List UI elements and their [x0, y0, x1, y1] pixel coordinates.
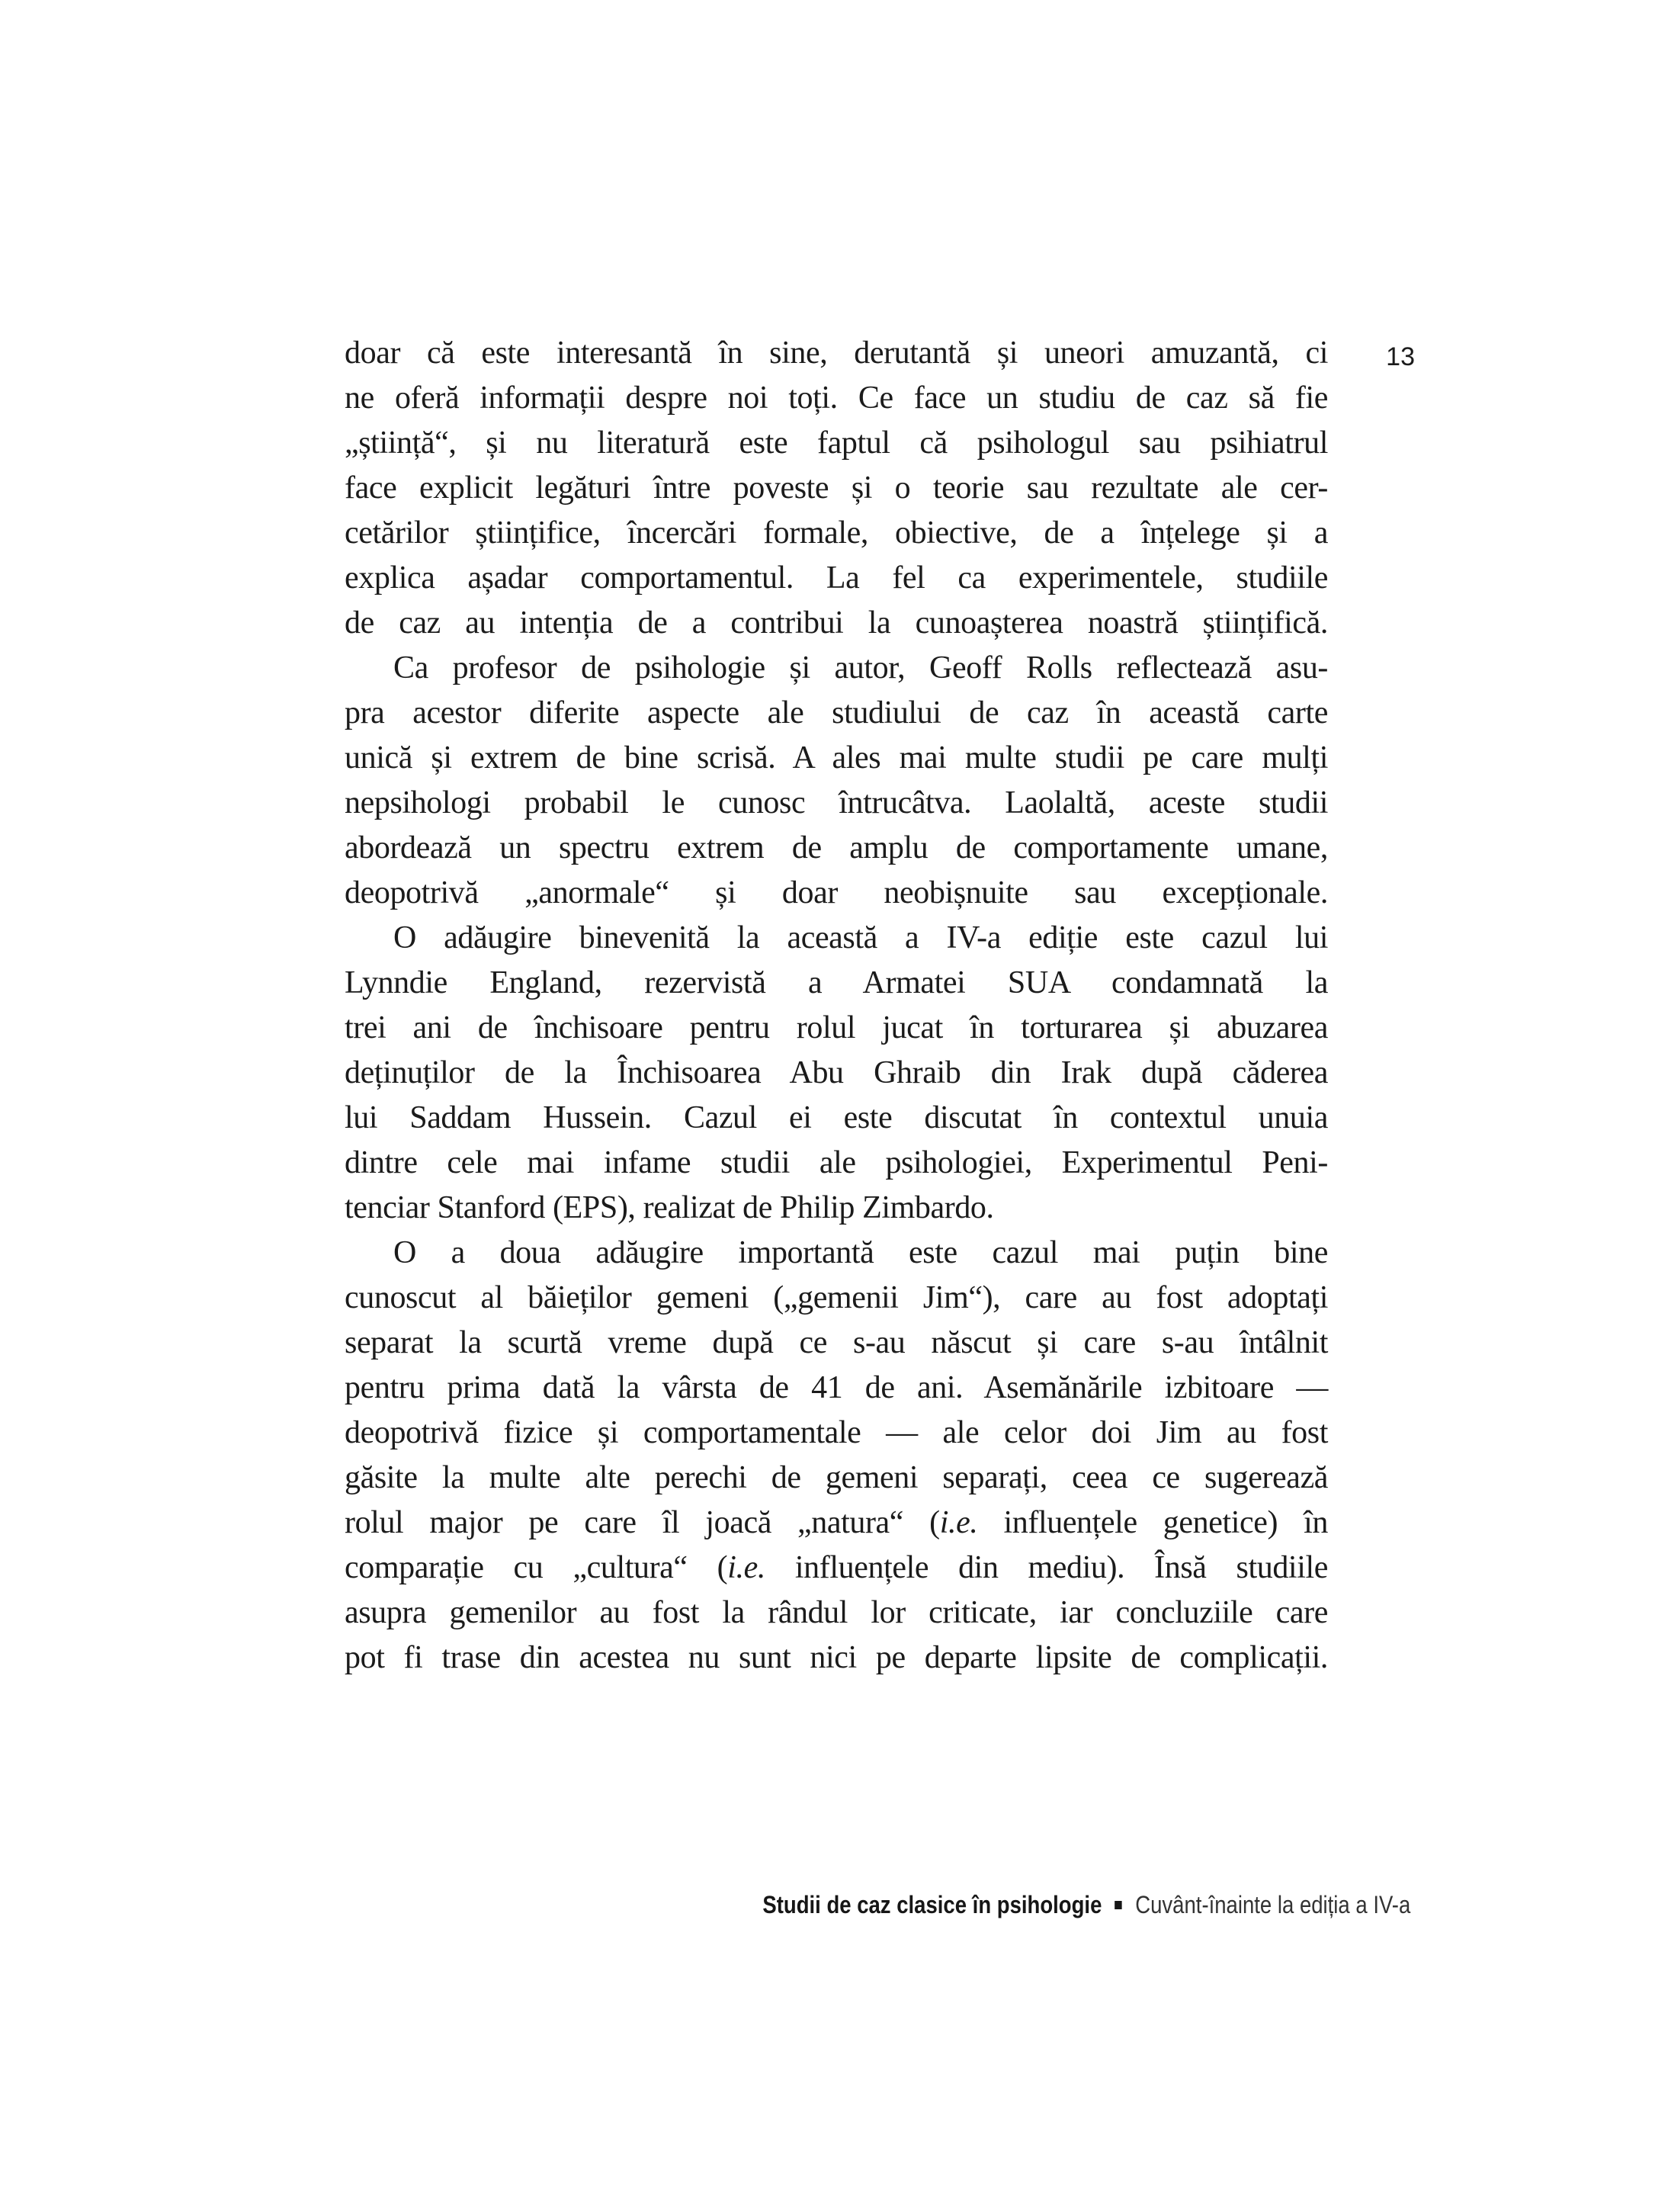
text-line: rolul major pe care îl joacă „natura“ (i.e. influențele genetice) în — [345, 1505, 1328, 1540]
footer-chapter-title: Cuvânt-înainte la ediția a IV-a — [1134, 1890, 1410, 1918]
text-line: doar că este interesantă în sine, derutantă și uneori amuzantă, ci — [345, 335, 1328, 371]
text-line: face explicit legături între poveste și o teorie sau rezultate ale cer- — [345, 470, 1328, 506]
text-line: O a doua adăugire importantă este cazul mai puțin bine — [393, 1235, 1328, 1270]
text-line: comparație cu „cultura“ (i.e. influențele din mediu). Însă studiile — [345, 1550, 1328, 1585]
text-line: ne oferă informații despre noi toți. Ce face un studiu de caz să fie — [345, 380, 1328, 416]
text-line: abordează un spectru extrem de amplu de comportamente umane, — [345, 830, 1328, 865]
text-line: deținuților de la Închisoarea Abu Ghraib din Irak după căderea — [345, 1055, 1328, 1090]
text-line: lui Saddam Hussein. Cazul ei este discutat în contextul unuia — [345, 1100, 1328, 1135]
footer-book-title: Studii de caz clasice în psihologie — [762, 1890, 1102, 1918]
text-line: nepsihologi probabil le cunosc întrucâtva. Laolaltă, aceste studii — [345, 785, 1328, 820]
page-number: 13 — [1386, 342, 1415, 371]
text-line: de caz au intenția de a contribui la cunoașterea noastră științifică. — [345, 605, 1328, 640]
text-line: trei ani de închisoare pentru rolul jucat în torturarea și abuzarea — [345, 1010, 1328, 1045]
text-line: Ca profesor de psihologie și autor, Geoff Rolls reflectează asu- — [393, 650, 1328, 685]
text-line: unică și extrem de bine scrisă. A ales mai multe studii pe care mulți — [345, 740, 1328, 775]
text-line: Lynndie England, rezervistă a Armatei SUA condamnată la — [345, 965, 1328, 1000]
running-footer — [762, 1889, 1410, 1920]
text-line: dintre cele mai infame studii ale psihologiei, Experimentul Peni- — [345, 1145, 1328, 1180]
text-line: tenciar Stanford (EPS), realizat de Philip Zimbardo. — [345, 1190, 994, 1225]
text-line: asupra gemenilor au fost la rândul lor criticate, iar concluziile care — [345, 1595, 1328, 1630]
text-line: separat la scurtă vreme după ce s-au născut și care s-au întâlnit — [345, 1325, 1328, 1360]
text-line: cunoscut al băieților gemeni („gemenii Jim“), care au fost adoptați — [345, 1280, 1328, 1315]
square-bullet-icon — [1115, 1901, 1121, 1909]
text-line: explica așadar comportamentul. La fel ca experimentele, studiile — [345, 560, 1328, 596]
text-line: deopotrivă fizice și comportamentale — ale celor doi Jim au fost — [345, 1415, 1328, 1450]
text-block — [345, 331, 1328, 1681]
text-line: găsite la multe alte perechi de gemeni separați, ceea ce sugerează — [345, 1460, 1328, 1495]
text-line: O adăugire binevenită la această a IV-a ediție este cazul lui — [393, 920, 1328, 955]
text-line: „știință“, și nu literatură este faptul că psihologul sau psihiatrul — [345, 425, 1328, 461]
text-line: pentru prima dată la vârsta de 41 de ani. Asemănările izbitoare — — [345, 1370, 1328, 1405]
text-line: pra acestor diferite aspecte ale studiului de caz în această carte — [345, 695, 1328, 730]
text-line: deopotrivă „anormale“ și doar neobișnuite sau excepționale. — [345, 875, 1328, 910]
text-line: cetărilor științifice, încercări formale, obiective, de a înțelege și a — [345, 515, 1328, 551]
text-line: pot fi trase din acestea nu sunt nici pe departe lipsite de complicații. — [345, 1640, 1328, 1675]
